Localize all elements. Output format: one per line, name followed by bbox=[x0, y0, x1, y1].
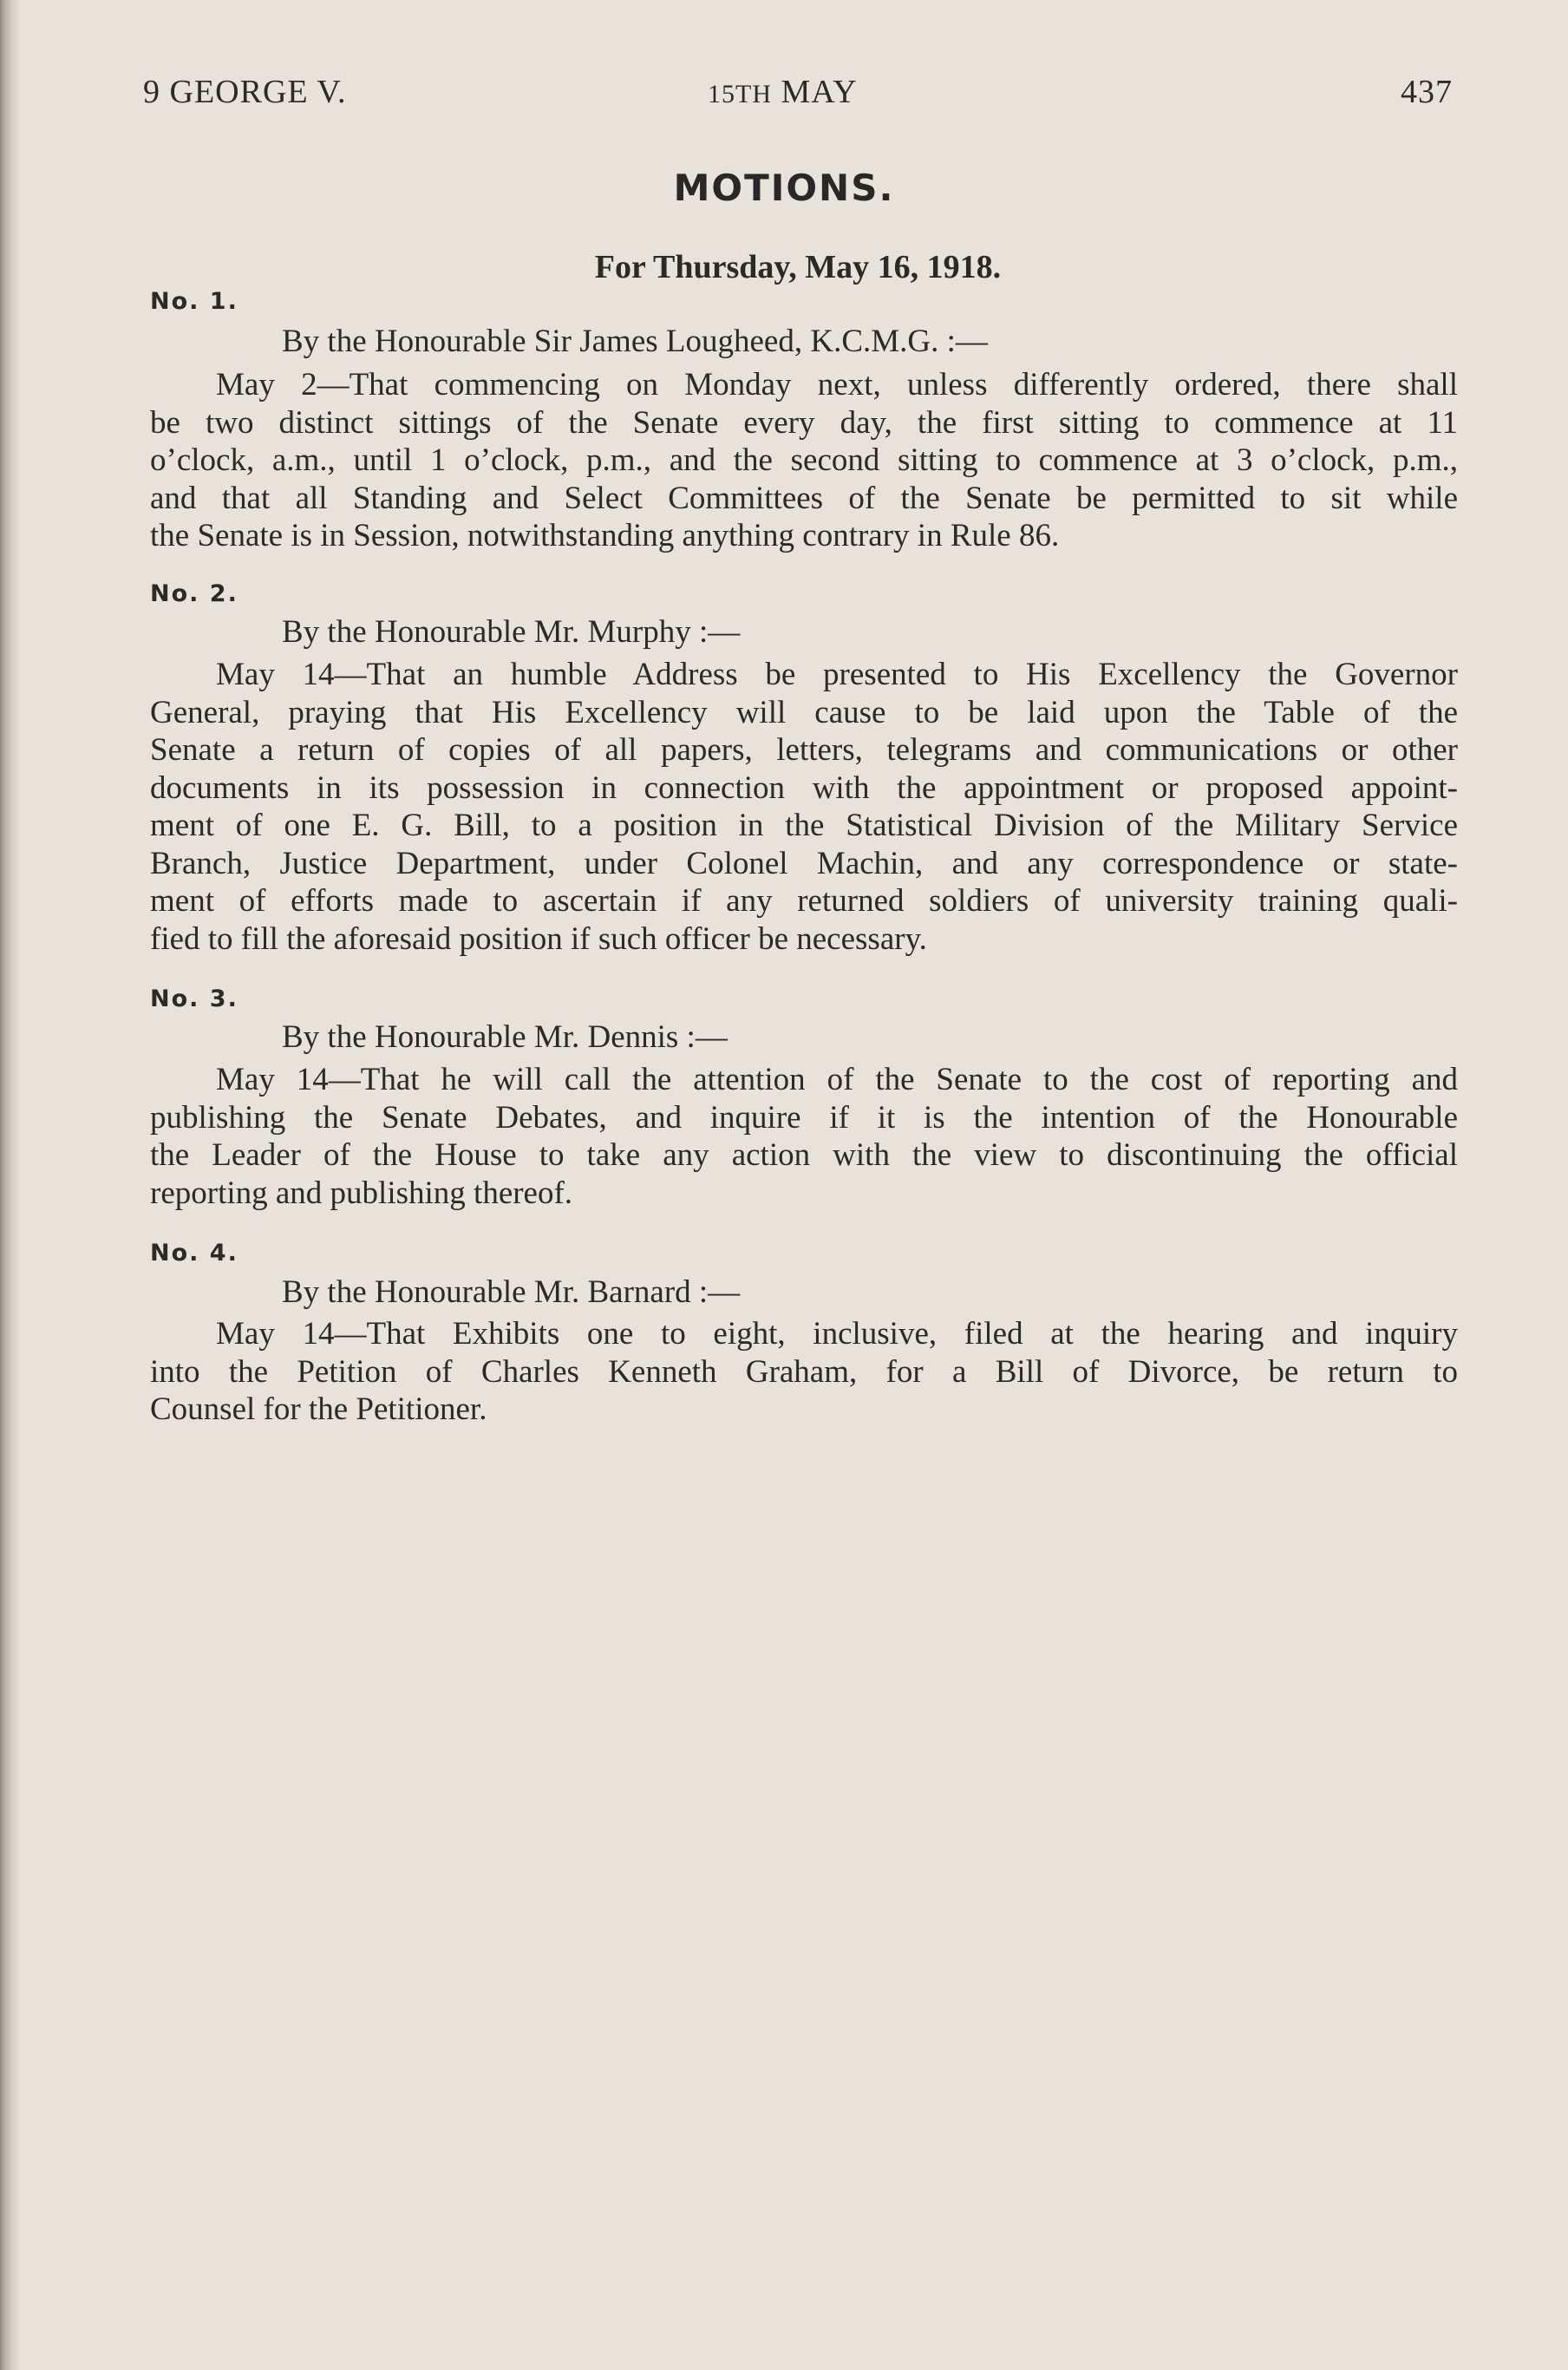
page-subtitle: For Thursday, May 16, 1918. bbox=[594, 249, 1002, 285]
motion-mover: By the Honourable Mr. Barnard :— bbox=[282, 1274, 741, 1310]
running-header bbox=[143, 73, 1453, 116]
motion-mover: By the Honourable Sir James Lougheed, K.C.M.G. :— bbox=[282, 324, 988, 359]
motion-line: Counsel for the Petitioner. bbox=[150, 1391, 487, 1427]
motion-number: No. 4. bbox=[150, 1240, 238, 1267]
motion-line: May 14—That he will call the attention of the Senate to the cost of reporting and bbox=[216, 1062, 1458, 1097]
motion-number: No. 1. bbox=[150, 288, 238, 315]
page-title: MOTIONS. bbox=[673, 167, 895, 209]
motion-line: documents in its possession in connection with the appointment or proposed appoint- bbox=[150, 769, 1458, 806]
header-day: 15TH bbox=[708, 80, 772, 108]
motion-text bbox=[150, 656, 1458, 958]
motion-line: into the Petition of Charles Kenneth Graham, for a Bill of Divorce, be return to bbox=[150, 1353, 1458, 1390]
motion-line: May 2—That commencing on Monday next, unless differently ordered, there shall bbox=[216, 367, 1458, 403]
page-number: 437 bbox=[1401, 74, 1453, 110]
motion-line: fied to fill the aforesaid position if such officer be necessary. bbox=[150, 920, 927, 957]
motion-line: May 14—That an humble Address be presented to His Excellency the Governor bbox=[216, 657, 1458, 692]
motion-line: o’clock, a.m., until 1 o’clock, p.m., and the second sitting to commence at 3 o’clock, p.m., bbox=[150, 442, 1458, 478]
motion-line: Branch, Justice Department, under Colonel Machin, and any correspondence or state- bbox=[150, 845, 1458, 881]
motion-line: the Senate is in Session, notwithstanding anything contrary in Rule 86. bbox=[150, 518, 1060, 553]
motion-line: May 14—That Exhibits one to eight, inclusive, filed at the hearing and inquiry bbox=[216, 1316, 1458, 1352]
motion-line: ment of one E. G. Bill, to a position in the Statistical Division of the Military Service bbox=[150, 808, 1458, 843]
motion-line: General, praying that His Excellency will cause to be laid upon the Table of the bbox=[150, 694, 1458, 730]
header-month: MAY bbox=[781, 74, 858, 110]
motion-line: publishing the Senate Debates, and inquire if it is the intention of the Honourable bbox=[150, 1099, 1458, 1136]
motion-line: the Leader of the House to take any action with the view to discontinuing the official bbox=[150, 1137, 1458, 1173]
motion-line: ment of efforts made to ascertain if any returned soldiers of university training quali- bbox=[150, 883, 1458, 919]
motion-line: and that all Standing and Select Committees of the Senate be permitted to sit while bbox=[150, 480, 1458, 516]
motion-line: reporting and publishing thereof. bbox=[150, 1175, 573, 1211]
motion-text bbox=[150, 366, 1458, 555]
motion-line: Senate a return of copies of all papers, letters, telegrams and communications or other bbox=[150, 732, 1458, 768]
motion-line: be two distinct sittings of the Senate every day, the first sitting to commence at 11 bbox=[150, 404, 1458, 441]
motion-mover: By the Honourable Mr. Murphy :— bbox=[282, 614, 741, 650]
motion-number: No. 3. bbox=[150, 985, 238, 1012]
header-regnal-year: 9 GEORGE V. bbox=[143, 74, 347, 110]
header-date bbox=[708, 73, 858, 111]
motion-text bbox=[150, 1061, 1458, 1212]
motion-mover: By the Honourable Mr. Dennis :— bbox=[282, 1019, 728, 1055]
motion-number: No. 2. bbox=[150, 580, 238, 607]
motion-text bbox=[150, 1315, 1458, 1429]
